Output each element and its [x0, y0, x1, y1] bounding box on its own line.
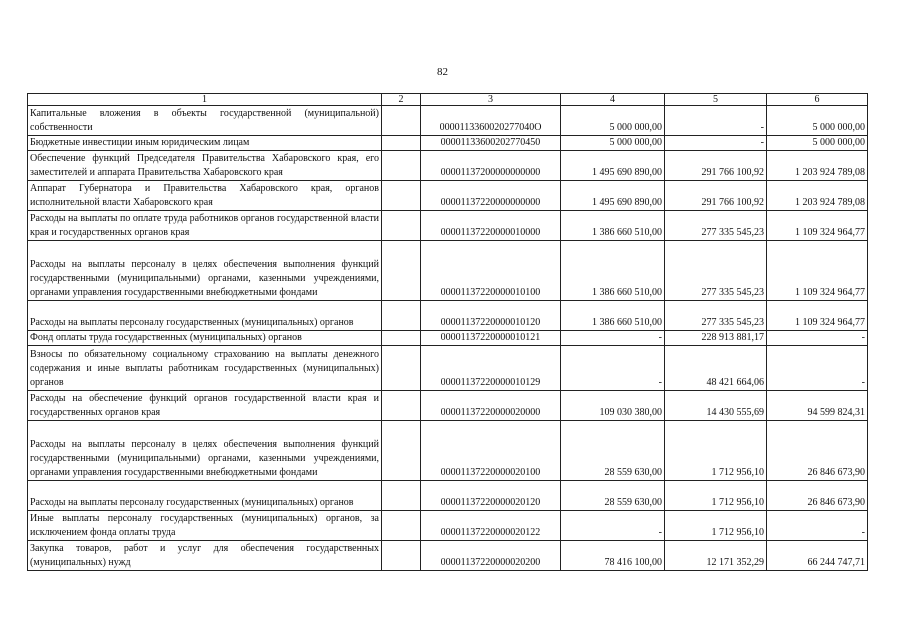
row-col2-cell — [382, 301, 421, 331]
table-row — [28, 211, 868, 241]
row-col2-cell — [382, 391, 421, 421]
row-col6-value: 1 109 324 964,77 — [767, 241, 868, 301]
column-header: 2 — [382, 94, 421, 106]
row-name-cell: Иные выплаты персоналу государственных (муниципальных) органов, за исключением фонда оплаты труда — [28, 511, 382, 541]
table-row — [28, 241, 868, 301]
row-col4-value: 1 495 690 890,00 — [561, 151, 665, 181]
row-col4-value: 1 386 660 510,00 — [561, 241, 665, 301]
row-code-cell: 00001137220000020122 — [421, 511, 561, 541]
table-row — [28, 511, 868, 541]
row-col2-cell — [382, 136, 421, 151]
row-name-cell: Расходы на выплаты персоналу государственных (муниципальных) органов — [28, 481, 382, 511]
row-col4-value: 1 386 660 510,00 — [561, 301, 665, 331]
row-col4-value: 1 495 690 890,00 — [561, 181, 665, 211]
table-row — [28, 301, 868, 331]
table-row — [28, 391, 868, 421]
row-name-cell: Обеспечение функций Председателя Правительства Хабаровского края, его заместителей и аппарата Правительства Хабаровского края — [28, 151, 382, 181]
row-col2-cell — [382, 331, 421, 346]
row-name-cell: Аппарат Губернатора и Правительства Хабаровского края, органов исполнительной власти Хабаровского края — [28, 181, 382, 211]
row-code-cell: 00001137220000020000 — [421, 391, 561, 421]
row-col2-cell — [382, 541, 421, 571]
row-code-cell: 00001133600202770450 — [421, 136, 561, 151]
table-row — [28, 106, 868, 136]
row-col2-cell — [382, 106, 421, 136]
row-col4-value: - — [561, 346, 665, 391]
row-col5-value: 48 421 664,06 — [665, 346, 767, 391]
column-header: 3 — [421, 94, 561, 106]
row-code-cell: 00001137220000010121 — [421, 331, 561, 346]
row-name-cell: Расходы на обеспечение функций органов государственной власти края и государственных органов края — [28, 391, 382, 421]
row-code-cell: 00001137220000020120 — [421, 481, 561, 511]
row-col6-value: 1 203 924 789,08 — [767, 181, 868, 211]
column-header: 6 — [767, 94, 868, 106]
row-col4-value: 28 559 630,00 — [561, 481, 665, 511]
row-col6-value: 1 203 924 789,08 — [767, 151, 868, 181]
row-name-cell: Закупка товаров, работ и услуг для обеспечения государственных (муниципальных) нужд — [28, 541, 382, 571]
row-col4-value: - — [561, 511, 665, 541]
table-row — [28, 541, 868, 571]
row-col5-value: 277 335 545,23 — [665, 241, 767, 301]
column-number-row — [28, 94, 868, 106]
row-code-cell: 00001137220000010129 — [421, 346, 561, 391]
row-col5-value: 1 712 956,10 — [665, 511, 767, 541]
row-col4-value: 109 030 380,00 — [561, 391, 665, 421]
row-col6-value: 94 599 824,31 — [767, 391, 868, 421]
row-code-cell: 0000113360020277040О — [421, 106, 561, 136]
row-col6-value: 26 846 673,90 — [767, 421, 868, 481]
row-col5-value: - — [665, 136, 767, 151]
row-col5-value: 277 335 545,23 — [665, 301, 767, 331]
budget-table — [27, 93, 868, 571]
table-row — [28, 346, 868, 391]
row-col2-cell — [382, 211, 421, 241]
row-col4-value: - — [561, 331, 665, 346]
table-row — [28, 421, 868, 481]
row-col5-value: 291 766 100,92 — [665, 181, 767, 211]
row-col2-cell — [382, 481, 421, 511]
row-name-cell: Расходы на выплаты по оплате труда работников органов государственной власти края и государственных органов края — [28, 211, 382, 241]
row-col4-value: 5 000 000,00 — [561, 106, 665, 136]
row-col6-value: 5 000 000,00 — [767, 106, 868, 136]
row-name-cell: Бюджетные инвестиции иным юридическим лицам — [28, 136, 382, 151]
row-col6-value: - — [767, 331, 868, 346]
row-code-cell: 00001137220000010120 — [421, 301, 561, 331]
row-name-cell: Расходы на выплаты персоналу в целях обеспечения выполнения функций государственными (муниципальными) органами, казенными учреждениями, органами управления государственными внебюджетными фондами — [28, 241, 382, 301]
row-col4-value: 28 559 630,00 — [561, 421, 665, 481]
row-col5-value: 14 430 555,69 — [665, 391, 767, 421]
row-col6-value: - — [767, 346, 868, 391]
column-header: 1 — [28, 94, 382, 106]
row-col4-value: 5 000 000,00 — [561, 136, 665, 151]
row-code-cell: 00001137220000010000 — [421, 211, 561, 241]
row-col5-value: 1 712 956,10 — [665, 421, 767, 481]
table-row — [28, 151, 868, 181]
row-col2-cell — [382, 511, 421, 541]
row-col2-cell — [382, 151, 421, 181]
row-col6-value: - — [767, 511, 868, 541]
row-col5-value: 1 712 956,10 — [665, 481, 767, 511]
row-col6-value: 26 846 673,90 — [767, 481, 868, 511]
row-name-cell: Взносы по обязательному социальному страхованию на выплаты денежного содержания и иные выплаты работникам государственных (муниципальных) органов — [28, 346, 382, 391]
row-col2-cell — [382, 421, 421, 481]
row-code-cell: 00001137200000000000 — [421, 151, 561, 181]
row-name-cell: Фонд оплаты труда государственных (муниципальных) органов — [28, 331, 382, 346]
row-col2-cell — [382, 181, 421, 211]
row-col6-value: 5 000 000,00 — [767, 136, 868, 151]
row-name-cell: Расходы на выплаты персоналу в целях обеспечения выполнения функций государственными (муниципальными) органами, казенными учреждениями, органами управления государственными внебюджетными фондами — [28, 421, 382, 481]
column-header: 5 — [665, 94, 767, 106]
row-col6-value: 1 109 324 964,77 — [767, 211, 868, 241]
row-col2-cell — [382, 346, 421, 391]
row-col5-value: - — [665, 106, 767, 136]
row-col5-value: 228 913 881,17 — [665, 331, 767, 346]
table-row — [28, 331, 868, 346]
row-name-cell: Расходы на выплаты персоналу государственных (муниципальных) органов — [28, 301, 382, 331]
row-code-cell: 00001137220000020200 — [421, 541, 561, 571]
table-row — [28, 181, 868, 211]
row-col6-value: 66 244 747,71 — [767, 541, 868, 571]
column-header: 4 — [561, 94, 665, 106]
row-col4-value: 1 386 660 510,00 — [561, 211, 665, 241]
row-name-cell: Капитальные вложения в объекты государственной (муниципальной) собственности — [28, 106, 382, 136]
table-row — [28, 136, 868, 151]
row-code-cell: 00001137220000020100 — [421, 421, 561, 481]
row-col5-value: 277 335 545,23 — [665, 211, 767, 241]
row-code-cell: 00001137220000000000 — [421, 181, 561, 211]
row-col4-value: 78 416 100,00 — [561, 541, 665, 571]
page-number: 82 — [437, 66, 448, 78]
row-code-cell: 00001137220000010100 — [421, 241, 561, 301]
row-col5-value: 291 766 100,92 — [665, 151, 767, 181]
table-row — [28, 481, 868, 511]
row-col5-value: 12 171 352,29 — [665, 541, 767, 571]
row-col6-value: 1 109 324 964,77 — [767, 301, 868, 331]
row-col2-cell — [382, 241, 421, 301]
